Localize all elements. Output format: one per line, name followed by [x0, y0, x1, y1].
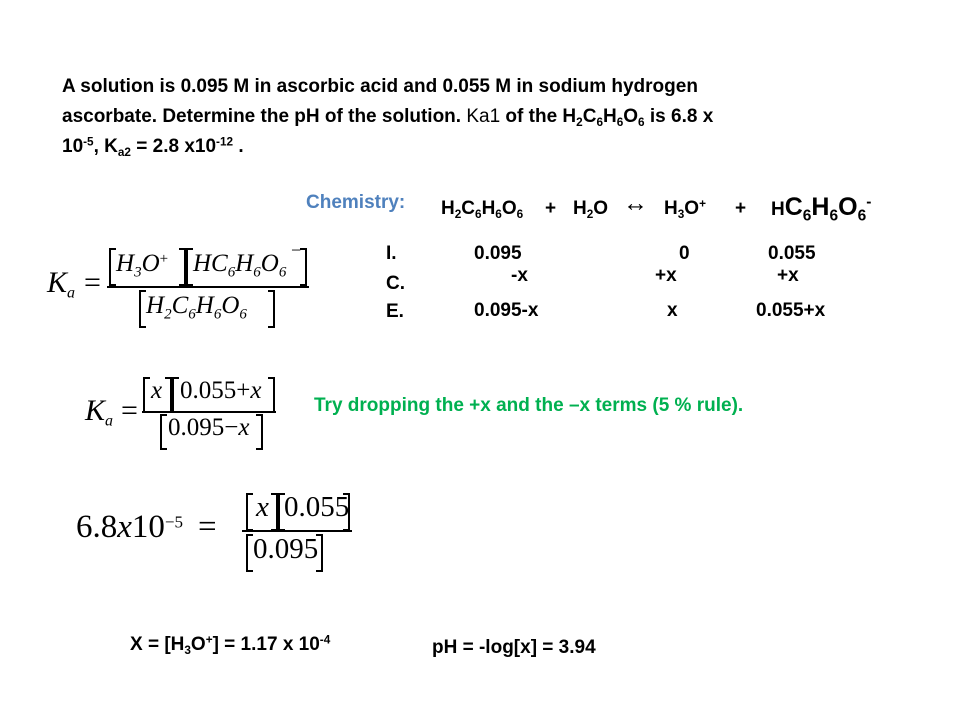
num-hydrogen-ascorbate: $HC_6H_6O_6$ — [193, 250, 287, 281]
ice-eq-base: 0.055+x — [756, 300, 826, 321]
equals-sign: = — [84, 266, 101, 299]
equilibrium-arrow-icon: ↔ — [623, 189, 648, 217]
bracket-left — [139, 290, 146, 328]
bracket-right — [268, 377, 275, 413]
ka1-label: Ka1 — [466, 106, 501, 127]
num-base-conc: 0.055+x — [180, 377, 262, 404]
equals-sign: = — [198, 509, 217, 545]
chemistry-label: Chemistry: — [306, 192, 406, 213]
problem-statement — [62, 72, 842, 162]
ph-result: pH = -log[x] = 3.94 — [432, 637, 596, 658]
minus-charge: − — [291, 240, 302, 260]
ice-initial-base: 0.055 — [768, 243, 816, 264]
ka-numeric-value: $6.8x10^{-5}$ — [76, 509, 183, 545]
ice-initial-hydronium: 0 — [679, 243, 690, 264]
bracket-right — [268, 290, 275, 328]
bracket-left — [246, 534, 253, 572]
den-acid-value: 0.095 — [253, 533, 319, 565]
bracket-right — [271, 493, 278, 531]
problem-line-3: $10^{-5}$, $K_{a2} = 2.8$ $x10^{-12}$ . — [62, 135, 244, 160]
num-x: x — [151, 377, 163, 404]
num-base-value: 0.055 — [284, 491, 350, 523]
bracket-left — [109, 248, 116, 286]
bracket-left — [172, 377, 179, 413]
bracket-left — [160, 414, 167, 450]
bracket-left — [143, 377, 150, 413]
ice-eq-acid: 0.095-x — [474, 300, 539, 321]
plus-sign-2: + — [735, 198, 747, 219]
approximation-note: Try dropping the +x and the –x terms (5 % rule). — [314, 395, 744, 416]
fraction-bar — [107, 286, 309, 288]
ice-initial-acid: 0.095 — [474, 243, 522, 264]
problem-line-2: ascorbate. Determine the pH of the solution. Ka1 of the $H_2C_6H_6O_6$ is 6.8 x — [62, 106, 714, 130]
plus-sign-1: + — [545, 198, 557, 219]
num-hydronium: $H_3O^+$ — [116, 250, 169, 281]
bracket-left — [186, 248, 193, 286]
ice-change-base: +x — [777, 265, 799, 286]
reactant-ascorbic-acid: $H_2C_6H_6O_6$ — [441, 198, 524, 222]
ice-change-acid: -x — [511, 265, 528, 286]
bracket-right — [179, 248, 186, 286]
fraction-bar — [142, 411, 276, 413]
product-hydronium: $H_3O^+$ — [664, 197, 706, 222]
fraction-bar — [242, 530, 352, 532]
problem-line-1: A solution is 0.095 M in ascorbic acid and 0.055 M in sodium hydrogen — [62, 76, 698, 97]
bracket-right — [316, 534, 323, 572]
bracket-right — [256, 414, 263, 450]
reactant-water: $H_2O$ — [573, 198, 609, 222]
den-ascorbic-acid: $H_2C_6H_6O_6$ — [146, 292, 247, 323]
bracket-right — [300, 248, 307, 286]
ka-symbol: $K_a$ — [47, 266, 76, 302]
ice-eq-hydronium: x — [667, 300, 678, 321]
ice-row-label-change: C. — [386, 273, 405, 294]
ice-change-hydronium: +x — [655, 265, 677, 286]
den-acid-conc: 0.095−x — [168, 414, 250, 441]
bracket-left — [246, 493, 253, 531]
ice-row-label-initial: I. — [386, 243, 397, 264]
ka-symbol: $K_a$ — [85, 394, 114, 430]
ice-row-label-equilibrium: E. — [386, 301, 404, 322]
product-hydrogen-ascorbate: $HC_6H_6O_6^-$ — [771, 193, 872, 225]
equals-sign: = — [121, 394, 138, 427]
num-x: x — [256, 491, 269, 523]
bracket-right — [343, 493, 350, 531]
x-result: $X = [H_3O^+] = 1.17$ x $10^{-4}$ — [130, 633, 331, 658]
bracket-right — [165, 377, 172, 413]
